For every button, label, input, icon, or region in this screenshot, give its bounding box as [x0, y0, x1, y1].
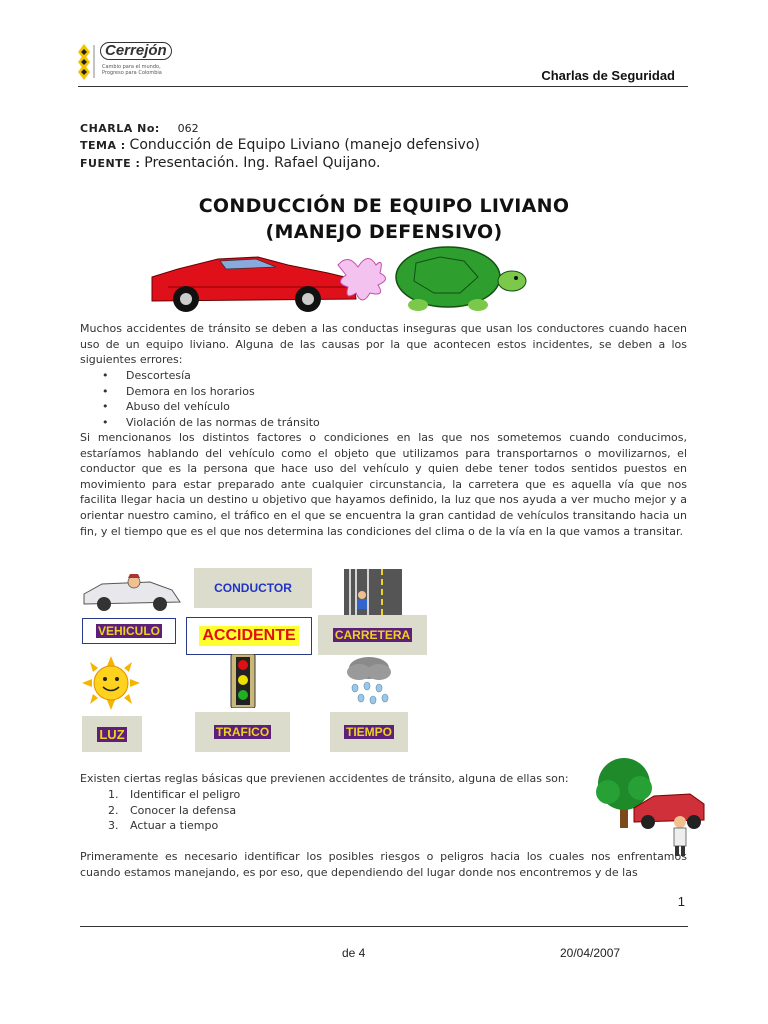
carretera-label: CARRETERA	[334, 628, 411, 642]
errors-list	[80, 368, 480, 430]
car-driver-illustration	[80, 572, 184, 614]
list-item: • Abuso del vehículo	[80, 399, 480, 415]
cerrejon-logo	[78, 42, 198, 82]
brand-tagline-2: Progreso para Colombia	[102, 70, 162, 76]
luz-box	[82, 716, 142, 752]
intro-paragraph: Muchos accidentes de tránsito se deben a las conductas inseguras que usan los conductores cuando hacen uso de un equipo liviano. Alguna de las causas por la que acontecen estos incidentes, se deben a los siguientes errores:	[80, 322, 687, 367]
fuente-row	[80, 155, 380, 171]
conductor-label: CONDUCTOR	[214, 581, 292, 595]
tema-label: TEMA :	[80, 139, 126, 152]
tree-car-pedestrian-illustration	[590, 758, 708, 858]
sun-icon	[82, 656, 140, 710]
title-line-1: CONDUCCIÓN DE EQUIPO LIVIANO	[198, 195, 570, 217]
header-title: Charlas de Seguridad	[541, 68, 675, 83]
fuente-value: Presentación. Ing. Rafael Quijano.	[144, 155, 381, 171]
logo-diamond-icon	[78, 44, 90, 80]
factors-paragraph: Si mencionanos los distintos factores o condiciones en las que nos sometemos cuando conducimos, estaríamos hablando del vehículo como el objeto que utilizamos para transportarnos o movilizarnos, el conductor que es la persona que hace uso del vehículo y quien debe tener todos sentidos puestos en movimiento para estar preparado ante cualquier circunstancia, la carretera que es aquella vía que nos facilita llegar hacia un destino u objetivo que hayamos definido, la luz que nos ayuda a ver mucho mejor y a orientar nuestro camino, el tráfico en el que se encuentra la gran cantidad de vehículos transitando hacia un fin, y el tiempo que es el que nos determina las condiciones del clima o de la vía en la que vamos a transitar.	[80, 431, 687, 538]
brand-tagline-1: Cambio para el mundo,	[102, 64, 161, 70]
title-line-2: (MANEJO DEFENSIVO)	[265, 221, 503, 243]
list-item: 2. Conocer la defensa	[108, 803, 237, 817]
list-item: • Demora en los horarios	[80, 384, 480, 400]
charla-value: 062	[177, 122, 199, 135]
carretera-box	[318, 615, 427, 655]
footer-divider	[80, 926, 688, 927]
vehiculo-label: VEHICULO	[97, 624, 160, 638]
trafico-box	[195, 712, 290, 752]
charla-label: CHARLA No:	[80, 122, 160, 135]
list-item: • Descortesía	[80, 368, 480, 384]
tiempo-box	[330, 712, 408, 752]
list-item: 1. Identificar el peligro	[108, 788, 241, 801]
conductor-box	[194, 568, 312, 608]
charla-row	[80, 121, 199, 135]
traffic-light-icon	[229, 654, 257, 708]
accidente-box	[186, 617, 312, 655]
rules-intro: Existen ciertas reglas básicas que previenen accidentes de tránsito, alguna de ellas son:	[80, 772, 569, 785]
vehiculo-box	[82, 618, 176, 644]
luz-label: LUZ	[99, 726, 125, 742]
tema-row	[80, 137, 480, 153]
fuente-label: FUENTE :	[80, 157, 141, 170]
car-vs-turtle-illustration	[148, 243, 528, 315]
tema-value: Conducción de Equipo Liviano (manejo defensivo)	[129, 137, 480, 153]
road-jail-illustration	[344, 569, 402, 615]
footer-page-count: de 4	[342, 946, 366, 960]
header-divider	[78, 86, 688, 87]
green-turtle-icon	[396, 247, 526, 311]
trafico-label: TRAFICO	[215, 725, 270, 739]
document-title	[0, 193, 768, 245]
tiempo-label: TIEMPO	[345, 725, 392, 739]
rain-cloud-icon	[345, 654, 393, 708]
accidente-label: ACCIDENTE	[199, 626, 298, 646]
closing-paragraph: Primeramente es necesario identificar los posibles riesgos o peligros hacia los cuales nos enfrentamos cuando estamos manejando, es por eso, que dependiendo del lugar donde nos encontremos y de las	[80, 850, 687, 879]
footer-date: 20/04/2007	[560, 946, 621, 960]
page-number: 1	[677, 894, 685, 909]
brand-name: Cerrejón	[100, 42, 172, 60]
list-item: • Violación de las normas de tránsito	[80, 415, 480, 431]
red-sports-car-icon	[152, 257, 356, 312]
list-item: 3. Actuar a tiempo	[108, 819, 219, 833]
rules-list	[80, 787, 380, 834]
